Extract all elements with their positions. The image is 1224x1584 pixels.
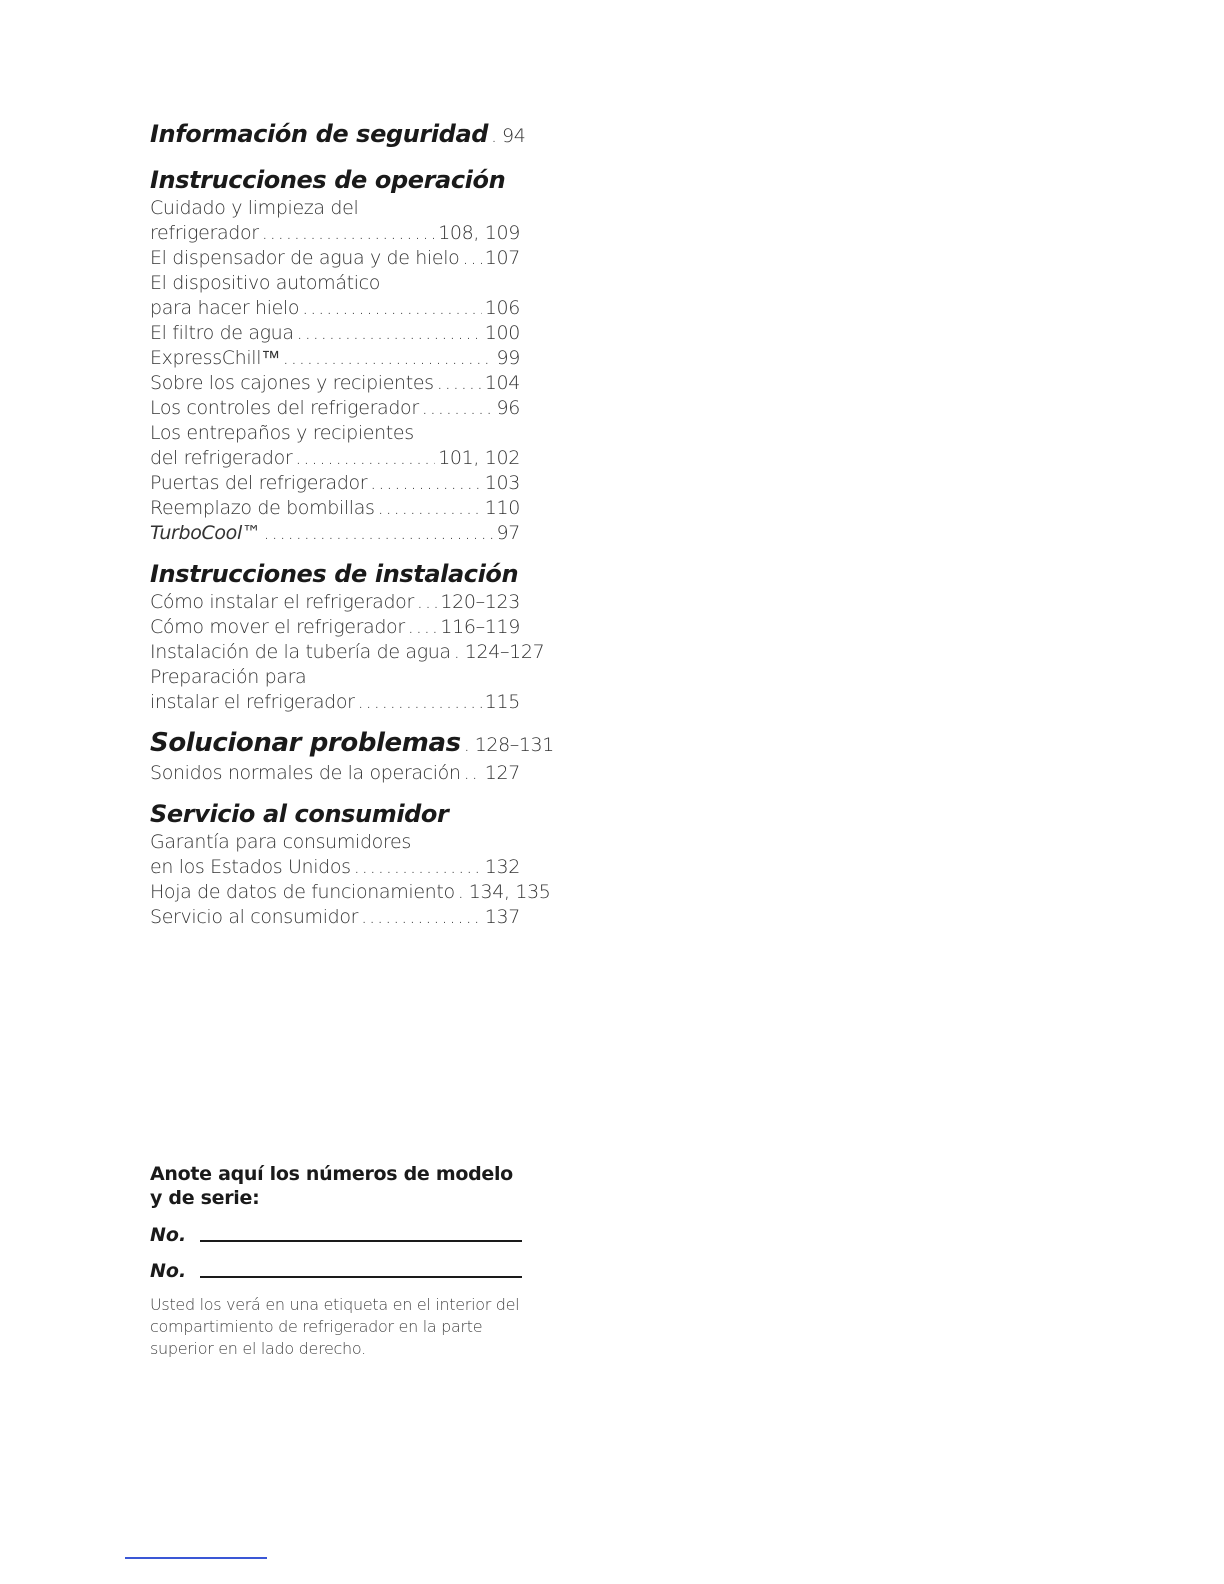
toc-pre-text: Garantía para consumidores (150, 831, 411, 853)
leader-dots (378, 496, 482, 521)
toc-entry-page: 115 (484, 691, 520, 713)
toc-entry-label: TurboCool™ (150, 522, 261, 544)
toc-entry[interactable] (150, 521, 520, 546)
toc-entry-page: 106 (484, 297, 520, 319)
leader-dots (354, 855, 482, 880)
model-number-field[interactable] (150, 1220, 522, 1246)
toc-entry-page: 103 (484, 472, 520, 494)
toc-pre-text: El dispositivo automático (150, 272, 381, 294)
toc-entry[interactable] (150, 371, 520, 396)
toc-entry-page: 120–123 (440, 591, 520, 613)
safety-page: 94 (502, 125, 526, 147)
serial-number-label: No. (150, 1260, 187, 1282)
toc-entry[interactable] (150, 640, 545, 665)
toc-entry-label: El filtro de agua (150, 322, 294, 344)
leader-dots (283, 346, 494, 371)
leader-dots (297, 321, 482, 346)
serial-number-line[interactable] (200, 1275, 522, 1278)
leader-dots (408, 615, 438, 640)
toc-entry-page: 116–119 (440, 616, 520, 638)
toc-entry[interactable] (150, 246, 520, 271)
toc-entry-label: ExpressChill™ (150, 347, 280, 369)
toc-entry-label: Cómo instalar el refrigerador (150, 591, 414, 613)
toc-entry[interactable] (150, 321, 520, 346)
toc-entry-page: 107 (484, 247, 520, 269)
toc-pre-text: Cuidado y limpieza del (150, 197, 359, 219)
toc-entry-page: 104 (484, 372, 520, 394)
leader-dots (437, 371, 482, 396)
safety-title: Información de seguridad (150, 120, 489, 148)
toc-entry[interactable] (150, 496, 520, 521)
serial-number-field[interactable] (150, 1256, 522, 1282)
toc-entry[interactable] (150, 880, 551, 905)
toc-entry-label: Puertas del refrigerador (150, 472, 368, 494)
consumer-heading: Servicio al consumidor (150, 800, 449, 828)
toc-entry-page: 96 (496, 397, 520, 419)
leader-dots (417, 590, 437, 615)
leader-dots (358, 690, 482, 715)
toc-entry[interactable] (150, 446, 520, 471)
toc-safety[interactable] (150, 118, 526, 152)
toc-entry-page: 132 (484, 856, 520, 878)
toc-entry-label: refrigerador (150, 222, 259, 244)
toc-entry[interactable] (150, 346, 520, 371)
toc-entry-page: 100 (484, 322, 520, 344)
toc-entry-label: Reemplazo de bombillas (150, 497, 375, 519)
leader-dots (458, 880, 466, 905)
toc-entry-page: 137 (484, 906, 520, 928)
toc-entry-label: para hacer hielo (150, 297, 300, 319)
installation-heading: Instrucciones de instalación (150, 560, 519, 588)
toc-entry-page: 127 (484, 762, 520, 784)
toc-entry-label: Instalación de la tubería de agua (150, 641, 451, 663)
leader-dots (422, 396, 494, 421)
leader-dots (462, 246, 481, 271)
toc-entry-page: 110 (484, 497, 520, 519)
leader-dots (491, 120, 499, 152)
toc-entry[interactable] (150, 615, 520, 640)
toc-entry-page: 124–127 (464, 641, 545, 663)
model-number-line[interactable] (200, 1239, 522, 1242)
toc-entry-label: instalar el refrigerador (150, 691, 355, 713)
toc-troubleshooting[interactable] (150, 727, 554, 761)
leader-dots (361, 905, 482, 930)
toc-entry-page: 101, 102 (438, 447, 520, 469)
toc-entry-label: en los Estados Unidos (150, 856, 351, 878)
toc-entry-label: del refrigerador (150, 447, 293, 469)
toc-entry-page: 99 (496, 347, 520, 369)
toc-entry-label: Servicio al consumidor (150, 906, 359, 928)
toc-entry[interactable] (150, 221, 520, 246)
toc-entry-page: 108, 109 (438, 222, 520, 244)
toc-entry-label: El dispensador de agua y de hielo (150, 247, 460, 269)
toc-entry-page: 134, 135 (468, 881, 551, 903)
leader-dots (370, 471, 482, 496)
toc-entry-label: Sobre los cajones y recipientes (150, 372, 434, 394)
table-of-contents (150, 118, 554, 930)
toc-entry[interactable] (150, 296, 520, 321)
leader-dots (295, 446, 435, 471)
record-title: Anote aquí los números de modelo y de serie: (150, 1163, 513, 1209)
operation-heading: Instrucciones de operación (150, 166, 506, 194)
toc-entry[interactable] (150, 855, 520, 880)
toc-entry-label: Cómo mover el refrigerador (150, 616, 405, 638)
model-number-label: No. (150, 1224, 187, 1246)
toc-entry[interactable] (150, 590, 520, 615)
toc-entry-label: Los controles del refrigerador (150, 397, 419, 419)
toc-entry-page: 97 (496, 522, 520, 544)
footer-rule (125, 1557, 267, 1559)
toc-entry[interactable] (150, 396, 520, 421)
toc-entry[interactable] (150, 905, 520, 930)
toc-entry[interactable] (150, 761, 520, 786)
troubleshooting-page: 128–131 (474, 734, 554, 756)
troubleshooting-title: Solucionar problemas (150, 728, 461, 758)
toc-entry[interactable] (150, 690, 520, 715)
leader-dots (302, 296, 482, 321)
leader-dots (464, 729, 472, 761)
leader-dots (454, 640, 462, 665)
record-note: Usted los verá en una etiqueta en el interior del compartimiento de refrigerador en la parte superior en el lado derecho. (150, 1295, 520, 1358)
toc-pre-text: Preparación para (150, 666, 307, 688)
toc-entry-label: Hoja de datos de funcionamiento (150, 881, 455, 903)
model-serial-record (150, 1162, 522, 1360)
leader-dots (464, 761, 482, 786)
leader-dots (264, 521, 494, 546)
leader-dots (262, 221, 435, 246)
toc-entry[interactable] (150, 471, 520, 496)
toc-entry-label: Sonidos normales de la operación (150, 762, 461, 784)
toc-pre-text: Los entrepaños y recipientes (150, 422, 414, 444)
